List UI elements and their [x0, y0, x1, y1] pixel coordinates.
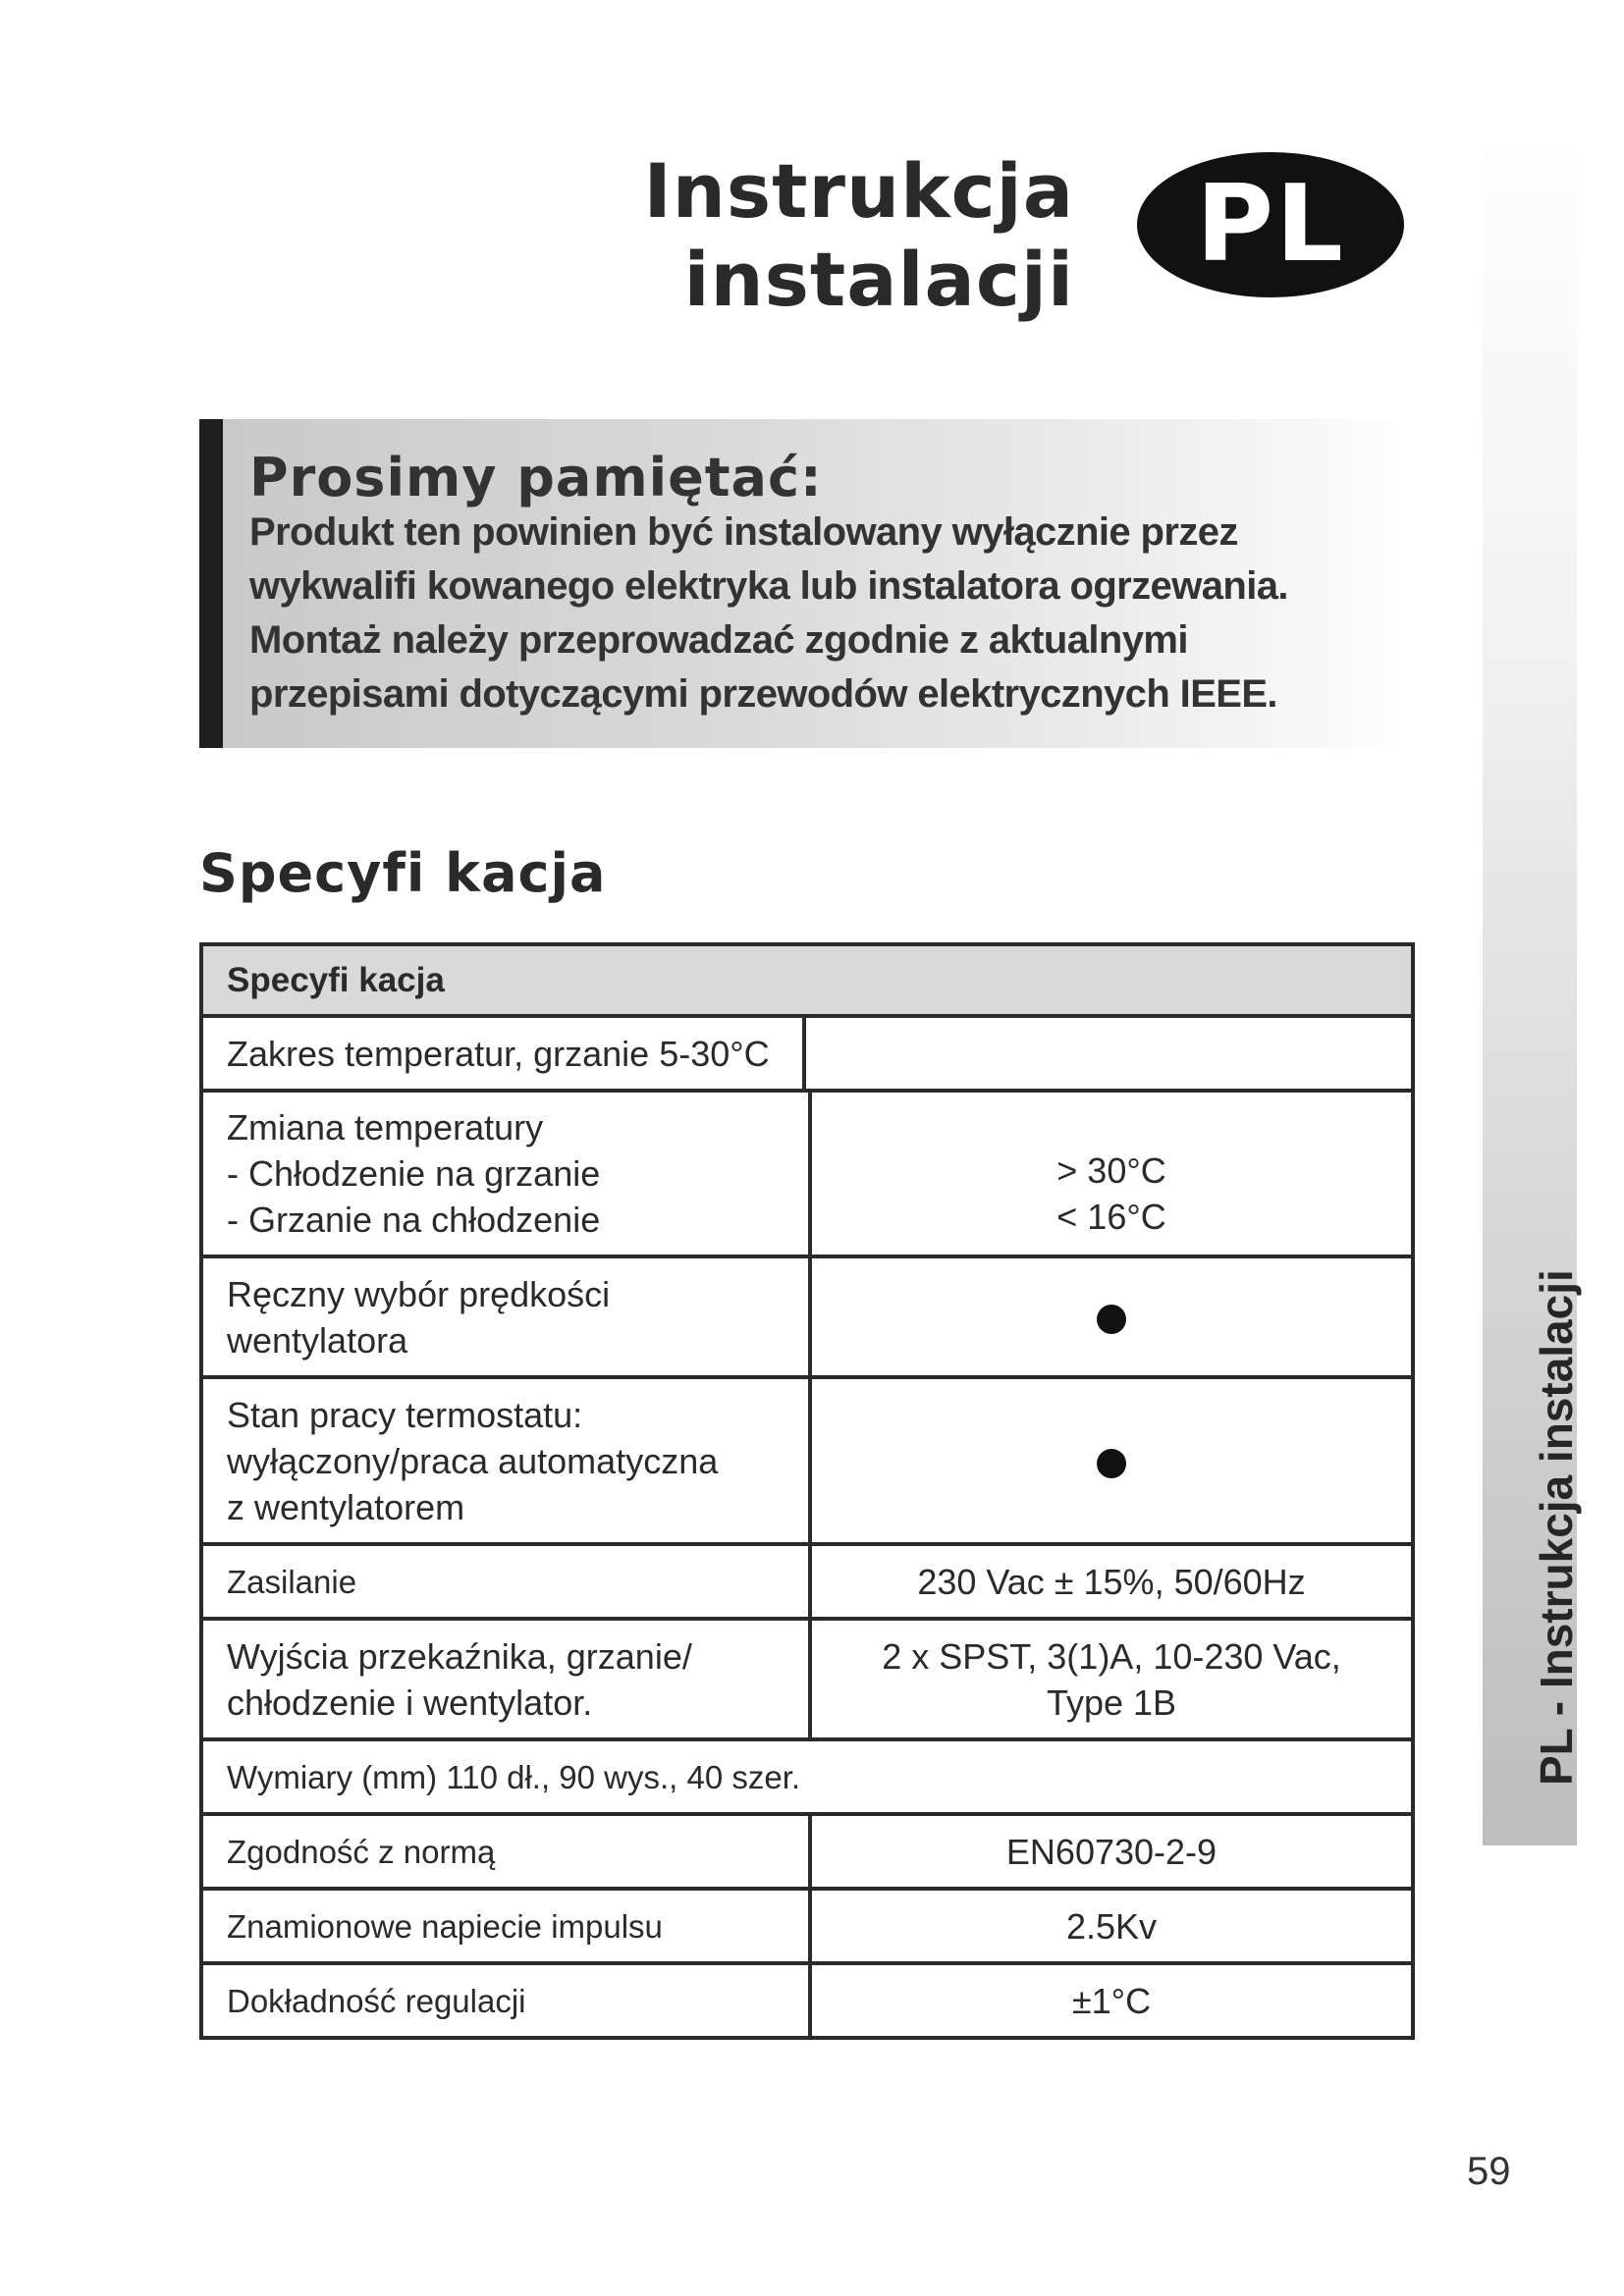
table-cell-label — [201, 1377, 810, 1544]
table-row — [201, 1963, 1413, 2038]
table-cell-label — [201, 1619, 810, 1739]
notice-line: wykwalifi kowanego elektryka lub instalatora ogrzewania. — [249, 564, 1288, 608]
cell-text: Wymiary (mm) 110 dł., 90 wys., 40 szer. — [227, 1758, 801, 1795]
table-row — [201, 1889, 1413, 1963]
table-row — [201, 1619, 1413, 1739]
notice-box — [199, 419, 1417, 748]
cell-text: z wentylatorem — [227, 1486, 465, 1527]
table-cell-label — [201, 1016, 1413, 1091]
cell-text: Stan pracy termostatu: — [227, 1394, 583, 1435]
table-cell-label — [201, 1256, 810, 1377]
notice-heading: Prosimy pamiętać: — [249, 447, 823, 508]
table-cell-label — [201, 1091, 810, 1256]
table-cell-value: EN60730-2-9 — [810, 1814, 1413, 1889]
page-title-line-1: Instrukcja — [643, 147, 1074, 235]
cell-text: Type 1B — [1046, 1682, 1177, 1723]
cell-text: - Grzanie na chłodzenie — [227, 1200, 601, 1240]
table-header-cell: Specyfi kacja — [201, 944, 1413, 1016]
column-divider — [802, 1014, 806, 1089]
side-tab-label: PL - Instrukcja instalacji — [1531, 1269, 1582, 1786]
page-title-line-2: instalacji — [683, 236, 1074, 323]
table-cell-label: Znamionowe napiecie impulsu — [201, 1889, 810, 1963]
specification-table — [199, 942, 1415, 2040]
cell-text: chłodzenie i wentylator. — [227, 1682, 593, 1723]
table-cell-value — [810, 1091, 1413, 1256]
cell-text: 2 x SPST, 3(1)A, 10-230 Vac, — [882, 1635, 1341, 1677]
bullet-dot-icon — [1097, 1449, 1126, 1478]
table-cell-value — [810, 1377, 1413, 1544]
notice-text — [249, 506, 1408, 721]
cell-text: Ręczny wybór prędkości — [227, 1273, 611, 1314]
cell-text: Zmiana temperatury — [227, 1107, 544, 1148]
notice-line: przepisami dotyczącymi przewodów elektrycznych IEEE. — [249, 672, 1277, 716]
notice-line: Produkt ten powinien być instalowany wyłącznie przez — [249, 510, 1238, 554]
table-row — [201, 1739, 1413, 1814]
cell-text: wentylatora — [227, 1319, 408, 1361]
table-cell-label: Zasilanie — [201, 1544, 810, 1619]
notice-accent-bar — [199, 419, 223, 748]
table-cell-label — [201, 1739, 1413, 1814]
page-title — [644, 147, 1074, 324]
table-cell-value: 230 Vac ± 15%, 50/60Hz — [810, 1544, 1413, 1619]
table-cell-value: ±1°C — [810, 1963, 1413, 2038]
table-cell-value — [810, 1619, 1413, 1739]
cell-text: > 30°C — [1056, 1149, 1166, 1191]
table-row — [201, 1091, 1413, 1256]
section-heading: Specyfi kacja — [199, 842, 607, 904]
cell-text: wyłączony/praca automatyczna — [227, 1440, 719, 1481]
column-divider — [802, 1737, 806, 1741]
bullet-dot-icon — [1097, 1305, 1126, 1334]
table-cell-label: Zgodność z normą — [201, 1814, 810, 1889]
table-cell-value: 2.5Kv — [810, 1889, 1413, 1963]
table-row — [201, 1377, 1413, 1544]
table-cell-label: Dokładność regulacji — [201, 1963, 810, 2038]
cell-text: < 16°C — [1056, 1196, 1166, 1237]
table-row — [201, 1016, 1413, 1091]
cell-text: - Chłodzenie na grzanie — [227, 1153, 601, 1194]
table-row — [201, 1256, 1413, 1377]
notice-line: Montaż należy przeprowadzać zgodnie z aktualnymi — [249, 618, 1188, 662]
cell-text: Wyjścia przekaźnika, grzanie/ — [227, 1635, 692, 1677]
cell-text: Zakres temperatur, grzanie 5-30°C — [227, 1033, 770, 1074]
language-badge: PL — [1137, 152, 1404, 297]
table-row — [201, 1544, 1413, 1619]
page-number: 59 — [1467, 2150, 1511, 2193]
table-cell-value — [810, 1256, 1413, 1377]
table-row — [201, 1814, 1413, 1889]
table-header-row — [201, 944, 1413, 1016]
